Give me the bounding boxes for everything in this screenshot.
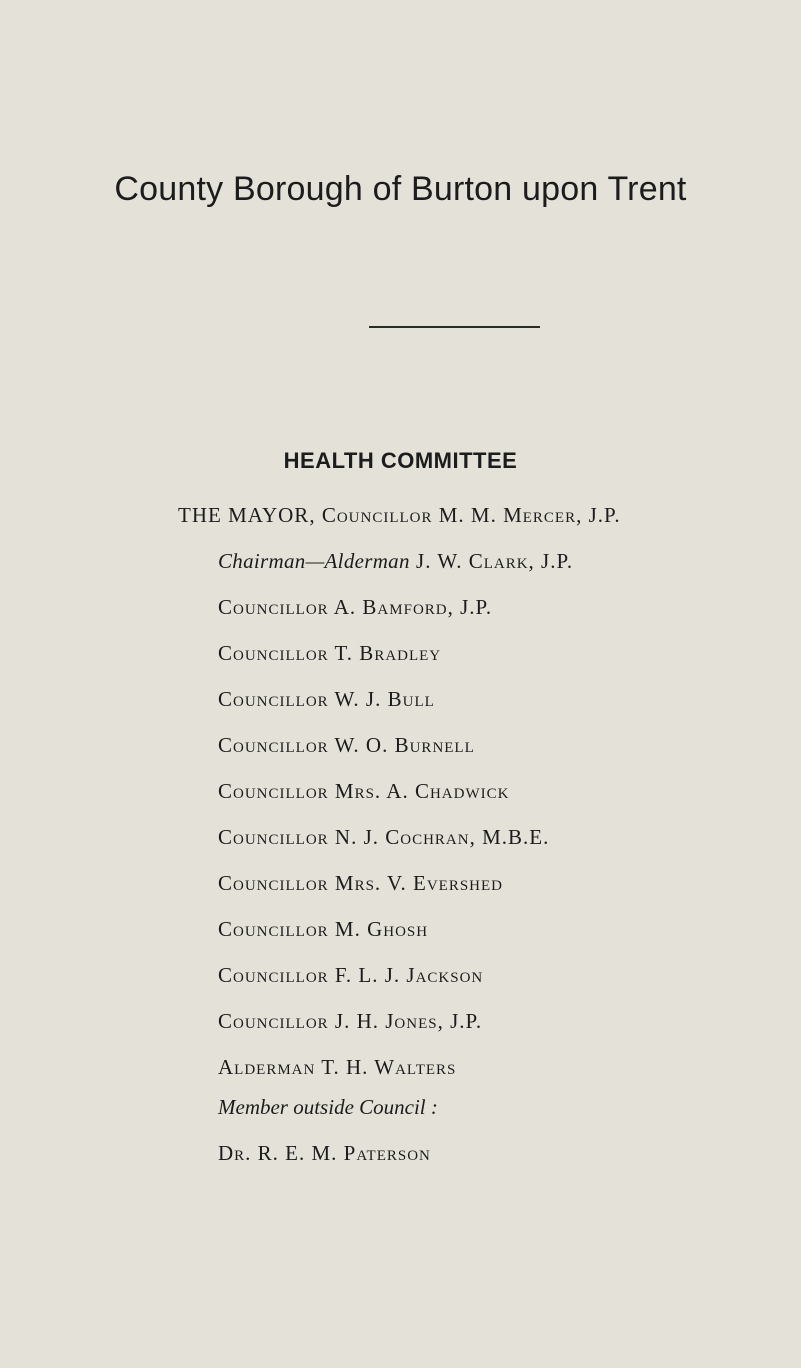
list-item: Councillor A. Bamford, J.P. — [218, 595, 493, 619]
outside-member-name: Dr. R. E. M. Paterson — [218, 1141, 431, 1165]
page-title: County Borough of Burton upon Trent — [114, 170, 687, 208]
committee-heading: HEALTH COMMITTEE — [283, 448, 518, 473]
chairman-role: Chairman—Alderman — [218, 549, 410, 573]
list-item: Councillor W. J. Bull — [218, 687, 435, 711]
list-item: Councillor N. J. Cochran, M.B.E. — [218, 825, 550, 849]
chairman-line — [218, 549, 573, 574]
list-item: Alderman T. H. Walters — [218, 1055, 457, 1079]
list-item: Councillor J. H. Jones, J.P. — [218, 1009, 483, 1033]
list-item: Councillor W. O. Burnell — [218, 733, 475, 757]
list-item: Councillor Mrs. V. Evershed — [218, 871, 504, 895]
outside-member-label: Member outside Council : — [218, 1095, 438, 1119]
list-item: Councillor Mrs. A. Chadwick — [218, 779, 510, 803]
list-item: Councillor T. Bradley — [218, 641, 442, 665]
list-item: Councillor M. Ghosh — [218, 917, 429, 941]
chairman-name: J. W. Clark, J.P. — [416, 549, 574, 573]
mayor-line: THE MAYOR, Councillor M. M. Mercer, J.P. — [178, 503, 621, 527]
list-item: Councillor F. L. J. Jackson — [218, 963, 484, 987]
divider-rule — [369, 326, 540, 328]
